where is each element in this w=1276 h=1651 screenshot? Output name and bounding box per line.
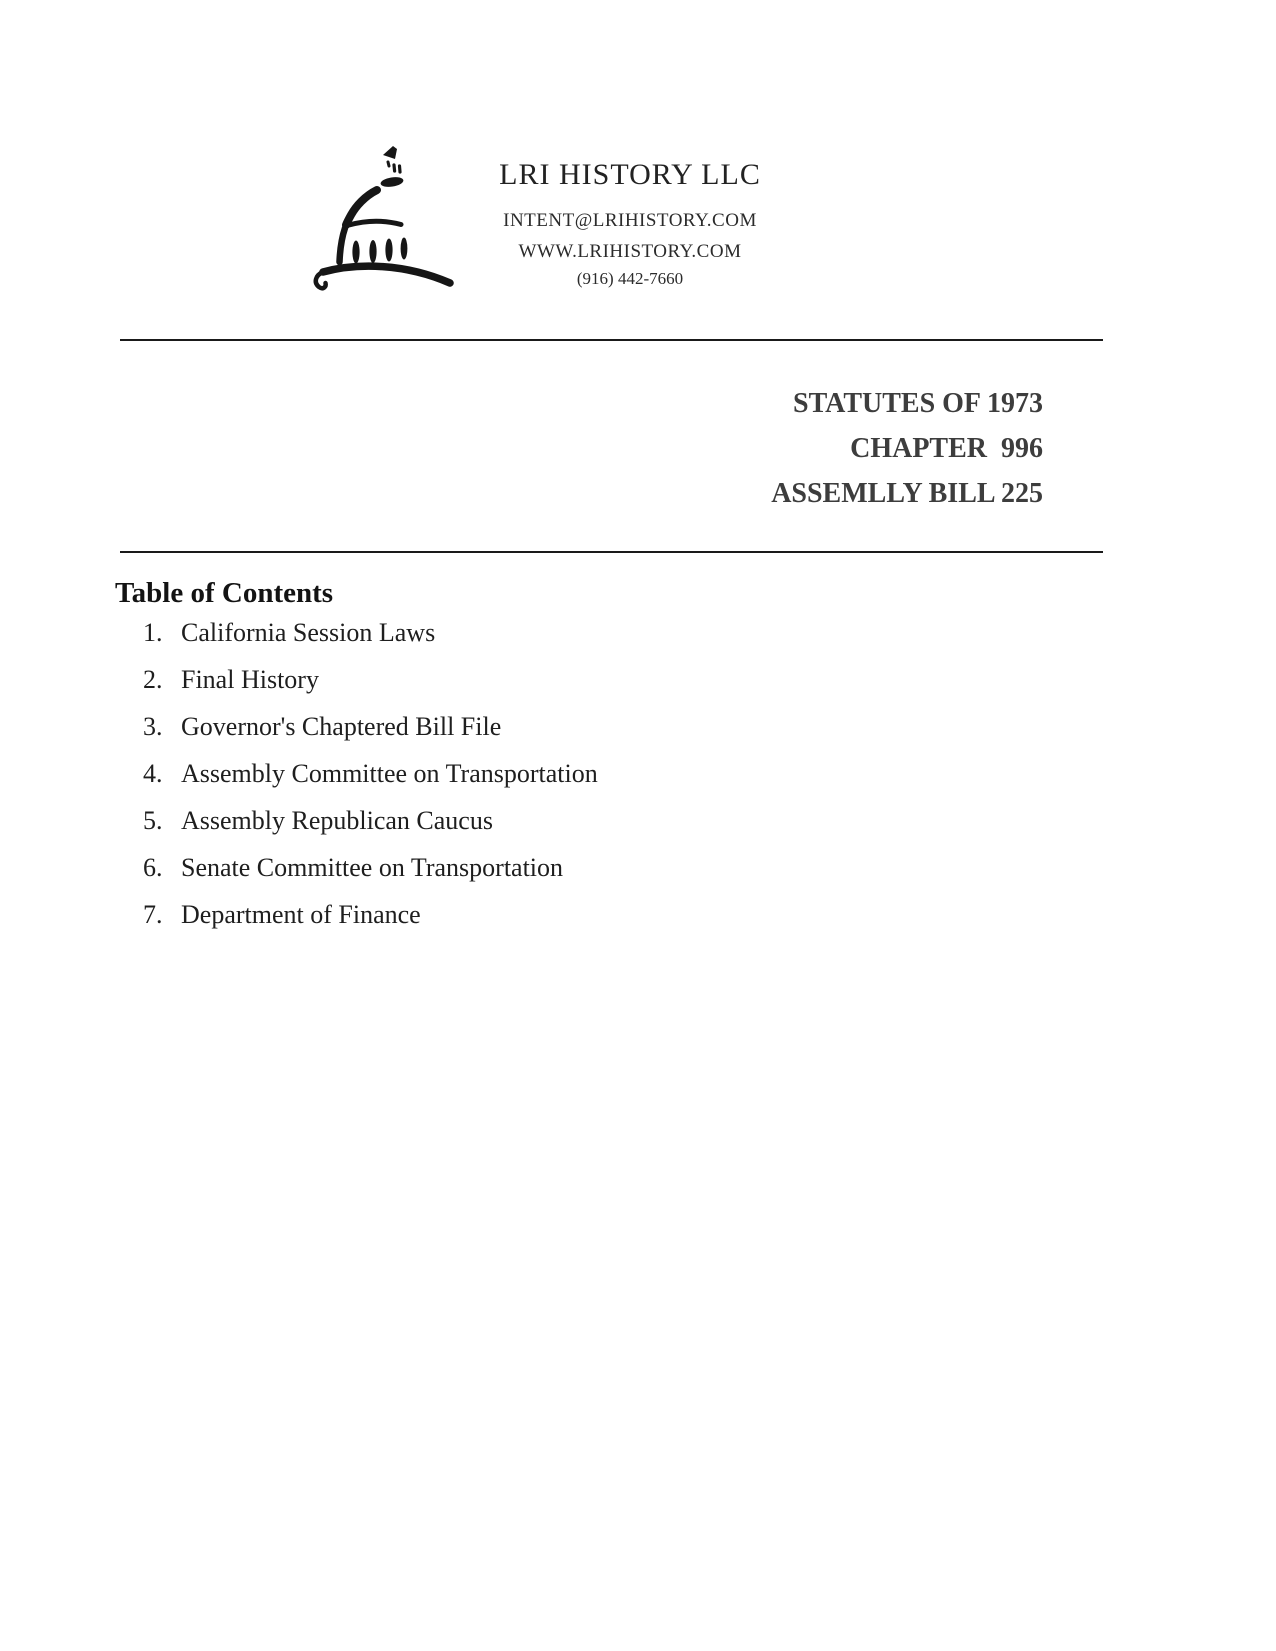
- toc-item-label: California Session Laws: [181, 618, 436, 647]
- toc-item-label: Final History: [181, 665, 319, 694]
- toc-item: [143, 853, 598, 900]
- toc-item: [143, 712, 598, 759]
- company-email: INTENT@LRIHISTORY.COM: [503, 210, 757, 231]
- toc-item: [143, 665, 598, 712]
- toc-item-label: Department of Finance: [181, 900, 421, 929]
- statutes-line: STATUTES OF 1973: [793, 388, 1043, 419]
- company-name: LRI HISTORY LLC: [499, 158, 761, 191]
- toc-item-label: Assembly Republican Caucus: [181, 806, 493, 835]
- toc-item-number: 6.: [143, 853, 163, 882]
- toc-item-label: Senate Committee on Transportation: [181, 853, 564, 882]
- company-website: WWW.LRIHISTORY.COM: [518, 241, 742, 262]
- company-phone: (916) 442-7660: [576, 269, 684, 288]
- horizontal-rule-top: [120, 339, 1103, 341]
- toc-item-number: 5.: [143, 806, 163, 835]
- toc-item: [143, 759, 598, 806]
- toc-item-number: 1.: [143, 618, 163, 647]
- statute-header: [643, 381, 1043, 516]
- toc-item: [143, 806, 598, 853]
- assembly-bill-line: ASSEMLLY BILL 225: [771, 478, 1043, 509]
- toc-item-label: Governor's Chaptered Bill File: [181, 712, 502, 741]
- toc-list: [143, 618, 598, 947]
- chapter-line: CHAPTER 996: [850, 433, 1043, 464]
- toc-title: Table of Contents: [115, 577, 334, 609]
- toc-item: [143, 618, 598, 665]
- toc-item-number: 4.: [143, 759, 163, 788]
- toc-item-number: 3.: [143, 712, 163, 741]
- toc-item-number: 7.: [143, 900, 163, 929]
- toc-item-label: Assembly Committee on Transportation: [181, 759, 598, 788]
- toc-item-number: 2.: [143, 665, 163, 694]
- horizontal-rule-bottom: [120, 551, 1103, 553]
- toc-item: [143, 900, 598, 947]
